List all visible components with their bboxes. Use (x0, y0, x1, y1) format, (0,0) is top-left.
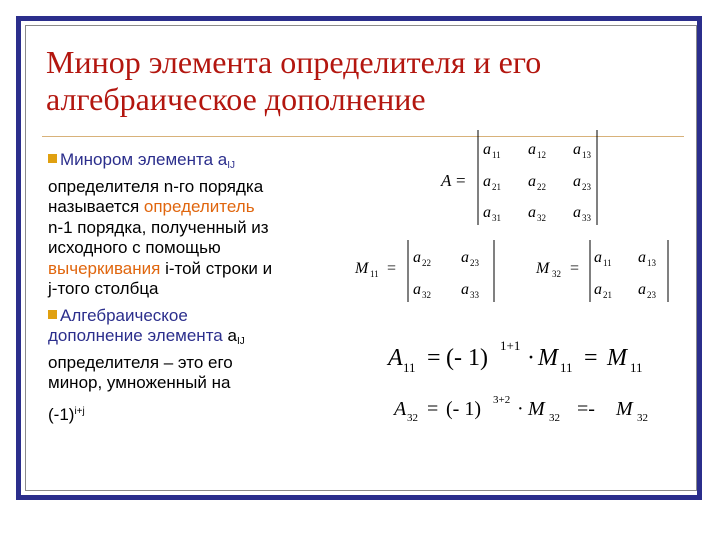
entry-sub: 31 (492, 213, 501, 223)
equals-sign: = (387, 260, 397, 277)
minor-name: M (536, 260, 550, 277)
entry-sub: 23 (647, 290, 656, 300)
equals-sign: = (456, 171, 466, 190)
cofactor-formula-11 (386, 338, 643, 375)
minor-sub: 32 (637, 412, 648, 424)
minor-name: M (355, 260, 369, 277)
entry-sub: 32 (537, 213, 546, 223)
cofactor-term-cont: дополнение элемента (48, 326, 223, 345)
power-base: (- 1) (446, 398, 481, 420)
cofactor-symbol: A (394, 398, 407, 420)
multiply-dot: · (517, 398, 524, 420)
cofactor-term: Алгебраическое (60, 305, 188, 325)
matrix-entry: a (638, 281, 646, 298)
matrix-entry: a (528, 204, 536, 221)
equals-sign: = (584, 345, 598, 371)
entry-sub: 21 (492, 182, 501, 192)
cofactor-sub: 11 (403, 360, 416, 375)
entry-sub: 23 (582, 182, 591, 192)
power-exponent: 1+1 (500, 338, 521, 353)
entry-sub: 13 (582, 150, 591, 160)
text-line: исходного с помощью (48, 238, 221, 257)
highlight-determinant: определитель (143, 197, 255, 216)
determinant-A (440, 130, 597, 225)
slide-title: Минор элемента определителя и его алгебраическое дополнение (46, 44, 542, 117)
equals-minus: =- (577, 398, 595, 420)
entry-sub: 23 (470, 258, 479, 268)
minor-symbol: M (607, 345, 627, 371)
text-line: определителя n-го порядка (48, 176, 264, 196)
equals-sign: = (427, 398, 439, 420)
matrix-entry: a (483, 141, 491, 158)
minor-M32 (535, 240, 668, 302)
cofactor-sub: IJ (236, 336, 245, 347)
entry-sub: 33 (470, 290, 479, 300)
entry-sub: 33 (582, 213, 591, 223)
text-run: (-1) (48, 404, 75, 424)
minor-sub: 32 (549, 412, 560, 424)
matrix-entry: a (483, 173, 491, 190)
cofactor-sub: 32 (407, 412, 418, 424)
matrix-entry: a (594, 249, 602, 266)
matrix-entry: a (461, 281, 469, 298)
text-run: a (222, 326, 237, 345)
entry-sub: 13 (647, 258, 656, 268)
text-run: называется (48, 197, 144, 216)
minor-symbol: M (538, 345, 558, 371)
entry-sub: 11 (603, 258, 612, 268)
cofactor-symbol: A (388, 345, 403, 371)
minor-term: Минором элемента a (60, 150, 228, 169)
matrix-entry: a (594, 281, 602, 298)
minor-symbol: M (616, 398, 633, 420)
equals-sign: = (570, 260, 580, 277)
minor-M11 (354, 240, 494, 302)
entry-sub: 21 (603, 290, 612, 300)
matrix-name: A (441, 171, 452, 190)
entry-sub: 11 (492, 150, 501, 160)
text-run: i-той строки и (160, 258, 273, 278)
minor-sub: 11 (370, 269, 379, 279)
minor-term-sub: IJ (227, 160, 236, 171)
minor-sub: 11 (560, 360, 573, 375)
entry-sub: 22 (422, 258, 431, 268)
minor-sub: 11 (630, 360, 643, 375)
matrix-entry: a (528, 173, 536, 190)
text-line: n-1 порядка, полученный из (48, 217, 269, 237)
equals-sign: = (427, 345, 441, 371)
matrix-entry: a (413, 249, 421, 266)
matrix-entry: a (461, 249, 469, 266)
text-line: j-того столбца (48, 279, 159, 298)
minor-sub: 32 (552, 269, 561, 279)
matrix-entry: a (573, 141, 581, 158)
entry-sub: 12 (537, 150, 546, 160)
matrix-entry: a (638, 249, 646, 266)
text-line: минор, умноженный на (48, 373, 231, 392)
matrix-entry: a (483, 204, 491, 221)
matrix-entry: a (528, 141, 536, 158)
matrix-entry: a (413, 281, 421, 298)
matrix-entry: a (573, 204, 581, 221)
cofactor-formula-32 (392, 394, 648, 424)
highlight-strikeout: вычеркивания (48, 258, 161, 278)
power-exponent: 3+2 (493, 394, 511, 406)
power-base: (- 1) (446, 345, 488, 371)
entry-sub: 32 (422, 290, 431, 300)
text-line: определителя – это его (48, 352, 233, 372)
power-sup: i+j (74, 405, 85, 417)
multiply-dot: · (527, 345, 535, 371)
minor-symbol: M (528, 398, 545, 420)
matrix-entry: a (573, 173, 581, 190)
entry-sub: 22 (537, 182, 546, 192)
